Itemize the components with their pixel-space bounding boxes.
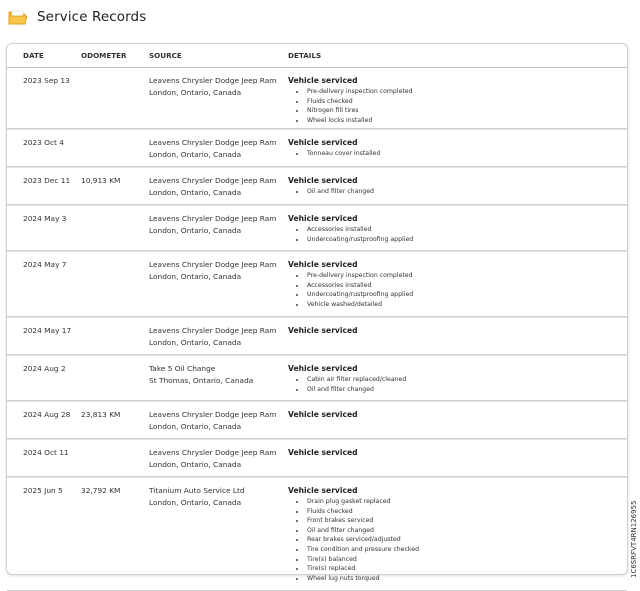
- row-odometer: [81, 252, 149, 316]
- row-date: 2024 May 7: [23, 260, 67, 269]
- service-items-list: [288, 497, 627, 583]
- source-name: Leavens Chrysler Dodge Jeep Ram: [149, 214, 277, 223]
- row-date: 2024 Oct 11: [23, 448, 69, 457]
- source-name: Leavens Chrysler Dodge Jeep Ram: [149, 138, 277, 147]
- service-item: Undercoating/rustproofing applied: [307, 235, 627, 245]
- row-date: 2023 Dec 11: [23, 176, 71, 185]
- source-name: Leavens Chrysler Dodge Jeep Ram: [149, 410, 277, 419]
- source-location: London, Ontario, Canada: [149, 150, 242, 159]
- section-header: [8, 6, 146, 28]
- service-title: Vehicle serviced: [288, 176, 358, 185]
- service-item: Vehicle washed/detailed: [307, 300, 627, 310]
- service-title: Vehicle serviced: [288, 448, 358, 457]
- row-odometer: [81, 440, 149, 476]
- table-row: [7, 356, 627, 401]
- header-source: SOURCE: [149, 51, 182, 60]
- row-source: [149, 402, 288, 438]
- source-location: London, Ontario, Canada: [149, 460, 242, 469]
- source-name: Leavens Chrysler Dodge Jeep Ram: [149, 76, 277, 85]
- service-item: Fluids checked: [307, 507, 627, 517]
- service-item: Accessories installed: [307, 225, 627, 235]
- service-items-list: [288, 149, 627, 159]
- vin-label: 1C6SRFVT4RN126955: [630, 500, 638, 578]
- table-row: [7, 318, 627, 355]
- row-details: [288, 478, 627, 590]
- row-details: [288, 440, 627, 476]
- row-source: [149, 206, 288, 250]
- row-odometer: 32,792 KM: [81, 486, 121, 495]
- source-location: London, Ontario, Canada: [149, 272, 242, 281]
- service-item: Wheel locks installed: [307, 116, 627, 126]
- service-items-list: [288, 87, 627, 125]
- table-row: [7, 440, 627, 477]
- row-date: 2025 Jun 5: [23, 486, 63, 495]
- source-location: London, Ontario, Canada: [149, 226, 242, 235]
- service-item: Pre-delivery inspection completed: [307, 271, 627, 281]
- header-odometer: ODOMETER: [81, 51, 127, 60]
- table-row: [7, 478, 627, 591]
- service-title: Vehicle serviced: [288, 138, 358, 147]
- row-source: [149, 130, 288, 166]
- row-source: [149, 440, 288, 476]
- row-source: [149, 478, 288, 590]
- row-details: [288, 402, 627, 438]
- row-details: [288, 168, 627, 204]
- table-row: [7, 130, 627, 167]
- service-title: Vehicle serviced: [288, 214, 358, 223]
- service-items-list: [288, 187, 627, 197]
- row-odometer: [81, 206, 149, 250]
- service-title: Vehicle serviced: [288, 364, 358, 373]
- row-date: 2024 Aug 28: [23, 410, 71, 419]
- service-item: Tonneau cover installed: [307, 149, 627, 159]
- row-source: [149, 252, 288, 316]
- service-item: Oil and filter changed: [307, 385, 627, 395]
- service-items-list: [288, 225, 627, 244]
- service-title: Vehicle serviced: [288, 410, 358, 419]
- row-source: [149, 168, 288, 204]
- source-location: London, Ontario, Canada: [149, 338, 242, 347]
- source-name: Leavens Chrysler Dodge Jeep Ram: [149, 326, 277, 335]
- row-details: [288, 130, 627, 166]
- row-odometer: 10,913 KM: [81, 176, 121, 185]
- table-row: [7, 402, 627, 439]
- table-row: [7, 68, 627, 129]
- service-item: Fluids checked: [307, 97, 627, 107]
- row-date: 2023 Oct 4: [23, 138, 64, 147]
- service-item: Rear brakes serviced/adjusted: [307, 535, 627, 545]
- row-date: 2023 Sep 13: [23, 76, 70, 85]
- row-date: 2024 May 3: [23, 214, 67, 223]
- service-title: Vehicle serviced: [288, 76, 358, 85]
- row-details: [288, 206, 627, 250]
- table-row: [7, 252, 627, 317]
- source-location: London, Ontario, Canada: [149, 422, 242, 431]
- row-details: [288, 356, 627, 400]
- row-source: [149, 318, 288, 354]
- table-header: [7, 44, 627, 68]
- source-name: Leavens Chrysler Dodge Jeep Ram: [149, 260, 277, 269]
- service-title: Vehicle serviced: [288, 326, 358, 335]
- source-name: Take 5 Oil Change: [149, 364, 216, 373]
- row-odometer: 23,813 KM: [81, 410, 121, 419]
- service-item: Tire condition and pressure checked: [307, 545, 627, 555]
- source-name: Leavens Chrysler Dodge Jeep Ram: [149, 176, 277, 185]
- folder-icon: [8, 8, 28, 26]
- table-body: [7, 68, 627, 591]
- header-date: DATE: [23, 51, 44, 60]
- row-odometer: [81, 356, 149, 400]
- row-date: 2024 Aug 2: [23, 364, 66, 373]
- row-odometer: [81, 68, 149, 128]
- row-odometer: [81, 318, 149, 354]
- service-item: Nitrogen fill tires: [307, 106, 627, 116]
- service-title: Vehicle serviced: [288, 260, 358, 269]
- row-source: [149, 68, 288, 128]
- service-item: Tire(s) balanced: [307, 555, 627, 565]
- service-items-list: [288, 375, 627, 394]
- header-details: DETAILS: [288, 51, 322, 60]
- table-row: [7, 168, 627, 205]
- row-date: 2024 May 17: [23, 326, 72, 335]
- service-item: Accessories installed: [307, 281, 627, 291]
- service-item: Wheel lug nuts torqued: [307, 574, 627, 584]
- service-item: Drain plug gasket replaced: [307, 497, 627, 507]
- service-records-table: [6, 43, 628, 582]
- source-location: London, Ontario, Canada: [149, 88, 242, 97]
- row-source: [149, 356, 288, 400]
- service-item: Pre-delivery inspection completed: [307, 87, 627, 97]
- row-odometer: [81, 130, 149, 166]
- source-name: Leavens Chrysler Dodge Jeep Ram: [149, 448, 277, 457]
- service-item: Front brakes serviced: [307, 516, 627, 526]
- service-item: Oil and filter changed: [307, 526, 627, 536]
- source-name: Titanium Auto Service Ltd: [149, 486, 245, 495]
- page-title: Service Records: [37, 9, 147, 25]
- source-location: St Thomas, Ontario, Canada: [149, 376, 254, 385]
- service-title: Vehicle serviced: [288, 486, 358, 495]
- service-item: Cabin air filter replaced/cleaned: [307, 375, 627, 385]
- source-location: London, Ontario, Canada: [149, 498, 242, 507]
- row-details: [288, 252, 627, 316]
- source-location: London, Ontario, Canada: [149, 188, 242, 197]
- service-item: Oil and filter changed: [307, 187, 627, 197]
- service-items-list: [288, 271, 627, 309]
- service-item: Undercoating/rustproofing applied: [307, 290, 627, 300]
- table-row: [7, 206, 627, 251]
- service-item: Tire(s) replaced: [307, 564, 627, 574]
- row-details: [288, 318, 627, 354]
- row-details: [288, 68, 627, 128]
